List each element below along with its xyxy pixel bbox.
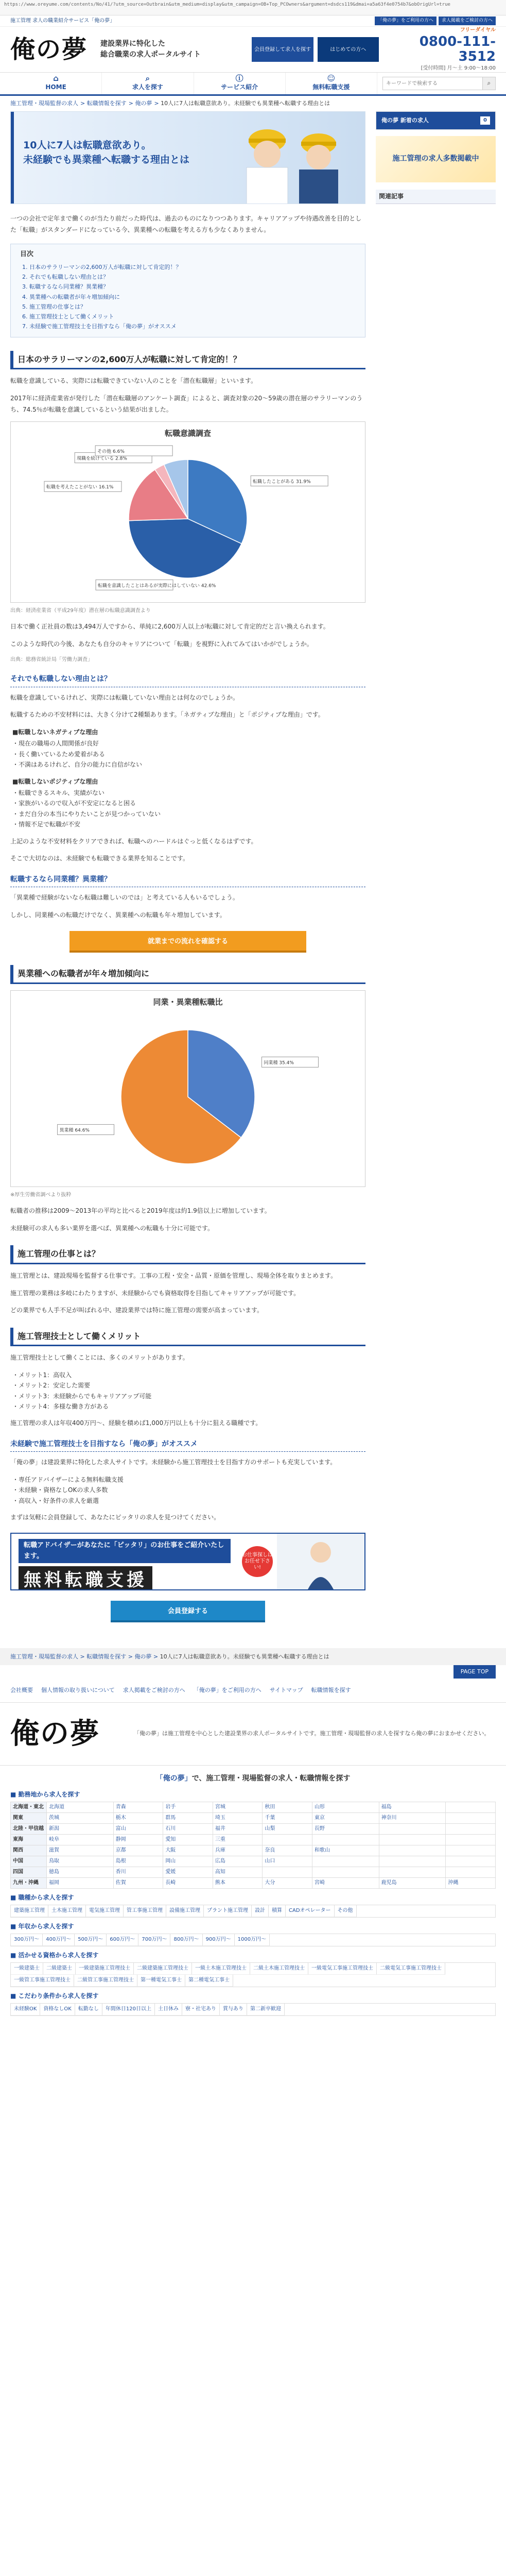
list-item: ・情報不足で転職が不安 bbox=[12, 821, 81, 828]
group-title-text: 活かせる資格から求人を探す bbox=[18, 1952, 99, 1959]
paragraph: しかし、同業種への転職だけでなく、異業種への転職も年々増加しています。 bbox=[10, 911, 226, 919]
qualification-link[interactable]: 第二種電気工事士 bbox=[185, 1975, 233, 1987]
list-title: ■転職しないポジティブな理由 bbox=[12, 777, 98, 785]
svg-text:その他 6.6%: その他 6.6% bbox=[97, 449, 125, 454]
tagline-line-1: 建設業界に特化した bbox=[100, 40, 166, 48]
job-link[interactable]: プラント施工管理 bbox=[204, 1905, 252, 1917]
support-icon: ☺ bbox=[327, 73, 336, 83]
footer-link[interactable]: 会社概要 bbox=[10, 1686, 33, 1693]
region-label: 北陸・甲信越 bbox=[11, 1823, 47, 1834]
prefecture-link[interactable]: 東京 bbox=[312, 1812, 379, 1823]
bottom-breadcrumb: 施工管理・現場監督の求人 > 転職情報を探す > 俺の夢 > 10人に7人は転職意欲あり。未経験でも異業種へ転職する理由とは bbox=[0, 1648, 506, 1666]
salary-link[interactable]: 900万円〜 bbox=[203, 1934, 235, 1946]
hero-title-line-1: 10人に7人は転職意欲あり。 bbox=[23, 140, 151, 151]
pie-chart-svg bbox=[14, 442, 362, 596]
negative-reasons-list bbox=[10, 727, 365, 770]
prefecture-link[interactable]: 長崎 bbox=[163, 1877, 213, 1888]
phone-number[interactable]: 0800-111-3512 bbox=[419, 34, 496, 64]
prefecture-link[interactable]: 大分 bbox=[263, 1877, 312, 1888]
top-link-user[interactable]: 「俺の夢」をご利用の方へ bbox=[375, 16, 437, 25]
paragraph: 転職するための不安材料には、大きく分けて2種類あります。「ネガティブな理由」と「ポジティブな理由」です。 bbox=[10, 711, 324, 719]
job-link[interactable]: CADオペレーター bbox=[286, 1905, 335, 1917]
new-jobs-label: 俺の夢 新着の求人 bbox=[381, 117, 429, 124]
info-icon: ⓘ bbox=[235, 73, 243, 83]
qualification-link[interactable]: 第一種電気工事士 bbox=[137, 1975, 185, 1987]
nav-support-label: 無料転職支援 bbox=[312, 83, 350, 91]
advisor-image bbox=[277, 1534, 364, 1589]
section-heading: 施工管理技士として働くメリット bbox=[10, 1328, 365, 1347]
page-top-button[interactable]: PAGE TOP bbox=[453, 1665, 496, 1679]
paragraph: どの業界でも人手不足が叫ばれる中、建設業界では特に施工管理の需要が高まっています。 bbox=[10, 1307, 264, 1314]
area-search bbox=[10, 1790, 496, 1889]
sub-heading: 未経験で施工管理技士を目指すなら「俺の夢」がオススメ bbox=[10, 1438, 365, 1452]
job-link[interactable]: 土木施工管理 bbox=[48, 1905, 86, 1917]
hero-title-line-2: 未経験でも異業種へ転職する理由とは bbox=[23, 154, 190, 165]
paragraph: このような時代の今後、あなたも自分のキャリアについて「転職」を視野に入れてみてはいかがでしょうか。 bbox=[10, 640, 313, 648]
phone-block bbox=[383, 26, 496, 72]
svg-text:同業種 35.4%: 同業種 35.4% bbox=[264, 1060, 294, 1066]
salary-link[interactable]: 300万円〜 bbox=[11, 1934, 43, 1946]
toc-item[interactable]: 2. それでも転職しない理由とは？ bbox=[29, 272, 356, 282]
prefecture-link[interactable]: 愛知 bbox=[163, 1834, 213, 1845]
svg-text:転職を考えたことがない 16.1%: 転職を考えたことがない 16.1% bbox=[46, 485, 114, 490]
qualification-link[interactable]: 一級電気工事施工管理技士 bbox=[308, 1963, 377, 1975]
job-link[interactable]: 設備施工管理 bbox=[166, 1905, 204, 1917]
nav-home-label: HOME bbox=[45, 83, 66, 91]
salary-link[interactable]: 800万円〜 bbox=[170, 1934, 202, 1946]
qualification-search bbox=[10, 1951, 496, 1987]
hero-title bbox=[23, 139, 189, 167]
register-cta-button[interactable]: 会員登録する bbox=[111, 1601, 265, 1622]
prefecture-link[interactable]: 青森 bbox=[113, 1802, 163, 1812]
prefecture-link[interactable]: 和歌山 bbox=[312, 1845, 379, 1856]
register-button[interactable]: 会員登録して求人を探す bbox=[252, 37, 313, 62]
svg-text:異業種 64.6%: 異業種 64.6% bbox=[59, 1128, 90, 1133]
prefecture-link[interactable]: 山形 bbox=[312, 1802, 379, 1812]
list-item: ・家族がいるので収入が不安定になると困る bbox=[12, 800, 136, 807]
prefecture-link[interactable]: 広島 bbox=[213, 1856, 263, 1867]
prefecture-link[interactable]: 埼玉 bbox=[213, 1812, 263, 1823]
paragraph: 転職を意識している、実際には転職できていない人のことを「潜在転職層」といいます。 bbox=[10, 377, 257, 385]
job-link[interactable]: 設計 bbox=[252, 1905, 269, 1917]
phone-hours: [受付時間] 月〜土 9:00〜18:00 bbox=[421, 65, 496, 71]
flow-cta-button[interactable]: 就業までの流れを確認する bbox=[69, 931, 306, 953]
section-heading: 施工管理の仕事とは？ bbox=[10, 1245, 365, 1264]
group-title: ■ 職種から求人を探す bbox=[10, 1893, 74, 1901]
region-label: 東海 bbox=[11, 1834, 47, 1845]
prefecture-link[interactable]: 三重 bbox=[213, 1834, 263, 1845]
job-link[interactable]: 管工事施工管理 bbox=[124, 1905, 166, 1917]
group-title: ■ 年収から求人を探す bbox=[10, 1922, 74, 1930]
footer-links bbox=[0, 1679, 506, 1703]
qualification-link[interactable]: 二級管工事施工管理技士 bbox=[74, 1975, 137, 1987]
pie-label bbox=[95, 446, 172, 456]
job-link[interactable]: 電気施工管理 bbox=[86, 1905, 124, 1917]
prefecture-link[interactable]: 宮崎 bbox=[312, 1877, 379, 1888]
paragraph: そこで大切なのは、未経験でも転職できる業界を知ることです。 bbox=[10, 855, 189, 862]
qualification-link[interactable]: 二級建築施工管理技士 bbox=[134, 1963, 192, 1975]
empty-cell bbox=[446, 1856, 496, 1867]
breadcrumb-current: 10人に7人は転職意欲あり。未経験でも異業種へ転職する理由とは bbox=[160, 1653, 329, 1660]
salary-link[interactable]: 1000万円〜 bbox=[235, 1934, 270, 1946]
section-heading: 日本のサラリーマンの2,600万人が転職に対して肯定的！？ bbox=[10, 351, 365, 370]
salary-chips bbox=[10, 1934, 496, 1946]
list-item: ・不満はあるけれど、自分の能力に自信がない bbox=[12, 761, 143, 769]
chart-title: 転職意識調査 bbox=[164, 429, 211, 438]
svg-text:現職を続けている 2.8%: 現職を続けている 2.8% bbox=[77, 456, 127, 462]
breadcrumb-item[interactable]: 転職情報を探す bbox=[86, 1653, 127, 1660]
prefecture-link[interactable]: 福岡 bbox=[47, 1877, 114, 1888]
breadcrumb: 施工管理・現場監督の求人 > 転職情報を探す > 俺の夢 > 10人に7人は転職意欲あり。未経験でも異業種へ転職する理由とは bbox=[10, 100, 330, 107]
empty-cell bbox=[446, 1834, 496, 1845]
prefecture-link[interactable]: 熊本 bbox=[213, 1877, 263, 1888]
paragraph: 転職者の推移は2009〜2013年の平均と比べると2019年度は約1.9倍以上に増加しています。 bbox=[10, 1207, 271, 1215]
empty-cell bbox=[263, 1834, 312, 1845]
empty-cell bbox=[263, 1867, 312, 1877]
toc-item[interactable]: 7. 未経験で施工管理技士を目指すなら「俺の夢」がオススメ bbox=[29, 321, 356, 331]
new-jobs-box[interactable] bbox=[376, 111, 496, 130]
qualification-link[interactable]: 二級土木施工管理技士 bbox=[250, 1963, 308, 1975]
search-icon: ⌕ bbox=[145, 73, 150, 83]
prefecture-link[interactable]: 愛媛 bbox=[163, 1867, 213, 1877]
site-logo[interactable]: 俺の夢 bbox=[10, 35, 88, 64]
paragraph: 転職を意識しているけれど、実際には転職していない理由とは何なのでしょうか。 bbox=[10, 693, 239, 701]
empty-cell bbox=[312, 1867, 379, 1877]
qualification-link[interactable]: 一級土木施工管理技士 bbox=[192, 1963, 250, 1975]
nav-find-jobs-label: 求人を探す bbox=[132, 83, 163, 91]
region-label: 九州・沖縄 bbox=[11, 1877, 47, 1888]
list-item: ・まだ自分の本当にやりたいことが見つかっていない bbox=[12, 810, 161, 818]
prefecture-link[interactable]: 岐阜 bbox=[47, 1834, 114, 1845]
prefecture-link[interactable]: 岩手 bbox=[163, 1802, 213, 1812]
prefecture-link[interactable]: 京都 bbox=[113, 1845, 163, 1856]
prefecture-link[interactable]: 千葉 bbox=[263, 1812, 312, 1823]
paragraph: 「俺の夢」は建設業界に特化した求人サイトです。未経験から施工管理技士を目指す方のサポートも充実しています。 bbox=[10, 1459, 337, 1466]
empty-cell bbox=[379, 1867, 446, 1877]
related-articles-heading: 関連記事 bbox=[376, 190, 496, 204]
qualification-link[interactable]: 二級建築士 bbox=[43, 1963, 76, 1975]
footer-description: 「俺の夢」は施工管理を中心とした建設業界の求人ポータルサイトです。施工管理・現場監督の求人を探すなら俺の夢におまかせください。 bbox=[134, 1730, 490, 1737]
prefecture-link[interactable]: 富山 bbox=[113, 1823, 163, 1834]
prefecture-link[interactable]: 高知 bbox=[213, 1867, 263, 1877]
footer-logo[interactable]: 俺の夢 bbox=[10, 1716, 100, 1751]
prefecture-link[interactable]: 群馬 bbox=[163, 1812, 213, 1823]
toc-item[interactable]: 1. 日本のサラリーマンの2,600万人が転職に対して肯定的！？ bbox=[29, 262, 356, 272]
header-search bbox=[377, 73, 496, 94]
empty-cell bbox=[312, 1834, 379, 1845]
footer-search-brand: 「俺の夢」 bbox=[155, 1774, 192, 1783]
qualification-link[interactable]: 一級管工事施工管理技士 bbox=[11, 1975, 74, 1987]
prefecture-link[interactable]: 栃木 bbox=[113, 1812, 163, 1823]
empty-cell bbox=[446, 1867, 496, 1877]
source-note: 出典：総務省統計局「労働力調査」 bbox=[10, 657, 93, 663]
sidebar bbox=[376, 111, 496, 1635]
new-jobs-count: 0 bbox=[480, 116, 490, 125]
prefecture-link[interactable]: 山口 bbox=[263, 1856, 312, 1867]
paragraph: 施工管理の求人は年収400万円〜、経験を積めば1,000万円以上も十分に狙える職種です。 bbox=[10, 1419, 262, 1427]
group-title-text: 勤務地から求人を探す bbox=[18, 1790, 80, 1798]
toc-item[interactable]: 6. 施工管理技士として働くメリット bbox=[29, 312, 356, 321]
empty-cell bbox=[446, 1812, 496, 1823]
home-icon: ⌂ bbox=[53, 73, 59, 83]
url-bar[interactable]: https://www.oreyume.com/contents/No/41/?utm_source=Outbrain&utm_medium=display&utm_campaign=OB+Top_PCOwners&argument=dsdcs119&dmai=a5a63f4e0754b7&obOrigUrl=true bbox=[0, 0, 506, 15]
breadcrumb-item[interactable]: 施工管理・現場監督の求人 bbox=[10, 1653, 78, 1660]
prefecture-link[interactable]: 北海道 bbox=[47, 1802, 114, 1812]
prefecture-link[interactable]: 徳島 bbox=[47, 1867, 114, 1877]
prefecture-link[interactable]: 佐賀 bbox=[113, 1877, 163, 1888]
job-link[interactable]: 建築施工管理 bbox=[11, 1905, 48, 1917]
empty-cell bbox=[379, 1834, 446, 1845]
qualification-chips bbox=[10, 1962, 496, 1987]
prefecture-table bbox=[10, 1802, 496, 1889]
first-time-button[interactable]: はじめての方へ bbox=[318, 37, 379, 62]
toc-item[interactable]: 4. 異業種への転職者が年々増加傾向に bbox=[29, 292, 356, 302]
condition-link[interactable]: 土日休み bbox=[155, 2004, 182, 2015]
region-label: 関東 bbox=[11, 1812, 47, 1823]
hero-worker-illustration bbox=[231, 120, 350, 204]
paragraph: 施工管理の業務は多岐にわたりますが、未経験からでも資格取得を目指してキャリアアップが可能です。 bbox=[10, 1289, 300, 1297]
paragraph: まずは気軽に会員登録して、あなたにピッタリの求人を見つけてください。 bbox=[10, 1514, 220, 1521]
support-promo-banner[interactable] bbox=[10, 1533, 365, 1590]
salary-link[interactable]: 400万円〜 bbox=[43, 1934, 75, 1946]
job-link[interactable]: その他 bbox=[335, 1905, 357, 1917]
promo-badge: お仕事探しはお任せ下さい! bbox=[242, 1546, 273, 1577]
list-item: ・現在の職場の人間関係が良好 bbox=[12, 740, 99, 748]
pie-chart-survey bbox=[10, 421, 365, 603]
svg-text:転職したことがある 31.9%: 転職したことがある 31.9% bbox=[253, 479, 311, 485]
breadcrumb-current: 10人に7人は転職意欲あり。未経験でも異業種へ転職する理由とは bbox=[161, 100, 330, 107]
empty-cell bbox=[379, 1823, 446, 1834]
positive-reasons-list bbox=[10, 776, 365, 830]
top-notice-text: 施工管理 求人の職業紹介サービス「俺の夢」 bbox=[10, 18, 115, 24]
paragraph: 2017年に経済産業省が発行した「潜在転職層のアンケート調査」によると、調査対象の20〜59歳の潜在層のサラリーマンのうち、74.5％が転職を意識しているという結果が出ました。 bbox=[10, 394, 363, 413]
list-item: ・メリット3：未経験からでもキャリアアップ可能 bbox=[12, 1392, 152, 1400]
breadcrumb-item[interactable]: 転職情報を探す bbox=[86, 100, 127, 107]
list-item: ・メリット4：多様な働き方がある bbox=[12, 1403, 109, 1411]
tagline-line-2: 総合職業の求人ポータルサイト bbox=[100, 50, 201, 59]
prefecture-link[interactable]: 福島 bbox=[379, 1802, 446, 1812]
condition-link[interactable]: 第二新卒歓迎 bbox=[247, 2004, 285, 2015]
promo-headline: 転職アドバイザーがあなたに「ピッタリ」のお仕事をご紹介いたします。 bbox=[19, 1539, 231, 1564]
search-submit-icon[interactable]: ⌕ bbox=[483, 77, 496, 90]
footer-link[interactable]: 転職情報を探す bbox=[311, 1686, 351, 1693]
salary-link[interactable]: 700万円〜 bbox=[138, 1934, 170, 1946]
region-label: 関西 bbox=[11, 1845, 47, 1856]
pie-chart-industry bbox=[10, 990, 365, 1187]
group-title: ■ 活かせる資格から求人を探す bbox=[10, 1952, 99, 1959]
condition-link[interactable]: 未経験OK bbox=[11, 2004, 40, 2015]
prefecture-link[interactable]: 石川 bbox=[163, 1823, 213, 1834]
toc-item[interactable]: 5. 施工管理の仕事とは？ bbox=[29, 302, 356, 312]
pie-label bbox=[58, 1124, 114, 1134]
paragraph: 未経験可の求人も多い業界を選べば、異業種への転職も十分に可能です。 bbox=[10, 1224, 214, 1232]
toc-title: 目次 bbox=[20, 250, 34, 259]
condition-link[interactable]: 年間休日120日以上 bbox=[102, 2004, 155, 2015]
nav-find-jobs[interactable] bbox=[102, 73, 194, 94]
group-title: ■ こだわり条件から求人を探す bbox=[10, 1992, 99, 2000]
list-item: ・長く働いているため愛着がある bbox=[12, 750, 106, 758]
salary-search bbox=[10, 1922, 496, 1946]
empty-cell bbox=[446, 1823, 496, 1834]
sub-heading: 転職するなら同業種？異業種？ bbox=[10, 874, 365, 887]
prefecture-link[interactable]: 茨城 bbox=[47, 1812, 114, 1823]
prefecture-link[interactable]: 奈良 bbox=[263, 1845, 312, 1856]
breadcrumb-item[interactable]: 施工管理・現場監督の求人 bbox=[10, 100, 78, 107]
condition-chips bbox=[10, 2003, 496, 2016]
breadcrumb-item[interactable]: 俺の夢 bbox=[134, 1653, 152, 1660]
footer-search-title-text: で、施工管理・現場監督の求人・転職情報を探す bbox=[191, 1774, 351, 1783]
empty-cell bbox=[379, 1845, 446, 1856]
empty-cell bbox=[312, 1856, 379, 1867]
qualification-link[interactable]: 二級電気工事施工管理技士 bbox=[377, 1963, 445, 1975]
prefecture-link[interactable]: 兵庫 bbox=[213, 1845, 263, 1856]
prefecture-link[interactable]: 香川 bbox=[113, 1867, 163, 1877]
article-lead: 一つの会社で定年まで働くのが当たり前だった時代は、過去のものになりつつあります。キャリアアップや待遇改善を目的とした「転職」がスタンダードになっている今、異業種への転職を考える方も少なくありません。 bbox=[10, 215, 362, 233]
empty-cell bbox=[446, 1802, 496, 1812]
prefecture-link[interactable]: 大阪 bbox=[163, 1845, 213, 1856]
promo-title: 無料転職支援 bbox=[19, 1566, 152, 1590]
prefecture-link[interactable]: 福井 bbox=[213, 1823, 263, 1834]
job-search bbox=[10, 1893, 496, 1918]
table-of-contents bbox=[10, 244, 365, 337]
region-label: 北海道・東北 bbox=[11, 1802, 47, 1812]
job-chips bbox=[10, 1905, 496, 1918]
prefecture-link[interactable]: 山梨 bbox=[263, 1823, 312, 1834]
paragraph: 施工管理技士として働くことには、多くのメリットがあります。 bbox=[10, 1354, 189, 1362]
qualification-link[interactable]: 一級建築施工管理技士 bbox=[76, 1963, 134, 1975]
svg-text:転職を意識したことはあるが実際にはしていない 42.6%: 転職を意識したことはあるが実際にはしていない 42.6% bbox=[98, 583, 216, 589]
empty-cell bbox=[446, 1845, 496, 1856]
nav-service-label: サービス紹介 bbox=[221, 83, 258, 91]
nav-support[interactable] bbox=[286, 73, 377, 94]
prefecture-link[interactable]: 秋田 bbox=[263, 1802, 312, 1812]
condition-link[interactable]: 資格なしOK bbox=[40, 2004, 75, 2015]
prefecture-link[interactable]: 岡山 bbox=[163, 1856, 213, 1867]
empty-cell bbox=[379, 1856, 446, 1867]
top-link-employer[interactable]: 求人掲載をご検討の方へ bbox=[439, 16, 496, 25]
prefecture-link[interactable]: 滋賀 bbox=[47, 1845, 114, 1856]
qualification-link[interactable]: 一級建築士 bbox=[11, 1963, 43, 1975]
list-item: ・メリット1：高収入 bbox=[12, 1371, 72, 1379]
pie-chart-svg bbox=[14, 1010, 362, 1180]
prefecture-link[interactable]: 沖縄 bbox=[446, 1877, 496, 1888]
condition-link[interactable]: 賞与あり bbox=[220, 2004, 247, 2015]
group-title-text: こだわり条件から求人を探す bbox=[18, 1992, 99, 2000]
footer-brand bbox=[0, 1703, 506, 1766]
prefecture-link[interactable]: 鹿児島 bbox=[379, 1877, 446, 1888]
site-tagline bbox=[100, 39, 243, 60]
pie-label bbox=[261, 1057, 318, 1067]
merit-list bbox=[10, 1370, 365, 1412]
footer-link[interactable]: 「俺の夢」をご利用の方へ bbox=[193, 1686, 261, 1693]
list-item: ・高収入・好条件の求人を厳選 bbox=[12, 1497, 99, 1504]
sub-heading: それでも転職しない理由とは？ bbox=[10, 673, 365, 687]
paragraph: 施工管理とは、建設現場を監督する仕事です。工事の工程・安全・品質・原価を管理し、現場全体を取りまとめます。 bbox=[10, 1272, 337, 1279]
list-item: ・専任アドバイザーによる無料転職支援 bbox=[12, 1476, 124, 1484]
paragraph: 「異業種で経験がないなら転職は難しいのでは」と考えている人もいるでしょう。 bbox=[10, 894, 239, 902]
toc-item[interactable]: 3. 転職するなら同業種？異業種？ bbox=[29, 282, 356, 292]
main-nav bbox=[0, 72, 506, 96]
salary-link[interactable]: 500万円〜 bbox=[75, 1934, 107, 1946]
chart-title: 同業・異業種転職比 bbox=[153, 997, 223, 1007]
pie-label bbox=[251, 476, 328, 486]
footer-search-title bbox=[10, 1773, 496, 1784]
footer-link[interactable]: 個人情報の取り扱いについて bbox=[41, 1686, 115, 1693]
job-link[interactable]: 積算 bbox=[269, 1905, 286, 1917]
feature-list bbox=[10, 1475, 365, 1506]
section-heading: 異業種への転職者が年々増加傾向に bbox=[10, 965, 365, 984]
prefecture-link[interactable]: 静岡 bbox=[113, 1834, 163, 1845]
condition-search bbox=[10, 1991, 496, 2016]
breadcrumb-item[interactable]: 俺の夢 bbox=[135, 100, 152, 107]
article bbox=[10, 111, 365, 1635]
paragraph: 日本で働く正社員の数は3,494万人ですから、単純に2,600万人以上が転職に対して肯定的だと言い換えられます。 bbox=[10, 623, 329, 631]
prefecture-link[interactable]: 新潟 bbox=[47, 1823, 114, 1834]
list-item: ・未経験・資格なしOKの求人多数 bbox=[12, 1486, 108, 1494]
group-title-text: 職種から求人を探す bbox=[18, 1893, 74, 1901]
footer-link[interactable]: 求人掲載をご検討の方へ bbox=[123, 1686, 185, 1693]
phone-label: フリーダイヤル bbox=[460, 27, 496, 33]
prefecture-link[interactable]: 鳥取 bbox=[47, 1856, 114, 1867]
prefecture-link[interactable]: 長野 bbox=[312, 1823, 379, 1834]
source-note: ※厚生労働省調べより抜粋 bbox=[10, 1192, 72, 1198]
prefecture-link[interactable]: 神奈川 bbox=[379, 1812, 446, 1823]
footer-search bbox=[0, 1766, 506, 2027]
source-note: 出典：経済産業省（平成29年度）潜在層の転職意識調査より bbox=[10, 608, 151, 614]
pie-label bbox=[96, 580, 216, 590]
footer-link[interactable]: サイトマップ bbox=[269, 1686, 303, 1693]
nav-home[interactable] bbox=[10, 73, 102, 94]
prefecture-link[interactable]: 宮城 bbox=[213, 1802, 263, 1812]
sidebar-banner[interactable]: 施工管理の求人多数掲載中 bbox=[376, 136, 496, 182]
list-title: ■転職しないネガティブな理由 bbox=[12, 728, 98, 736]
region-label: 四国 bbox=[11, 1867, 47, 1877]
top-notice bbox=[0, 15, 506, 27]
list-item: ・メリット2：安定した需要 bbox=[12, 1382, 91, 1389]
condition-link[interactable]: 転勤なし bbox=[75, 2004, 102, 2015]
condition-link[interactable]: 寮・社宅あり bbox=[182, 2004, 220, 2015]
list-item: ・転職できるスキル、実績がない bbox=[12, 789, 104, 797]
group-title-text: 年収から求人を探す bbox=[18, 1922, 74, 1930]
nav-service[interactable] bbox=[194, 73, 286, 94]
salary-link[interactable]: 600万円〜 bbox=[107, 1934, 138, 1946]
hero-banner bbox=[10, 111, 365, 204]
paragraph: 上記のような不安材料をクリアできれば、転職へのハードルはぐっと低くなるはずです。 bbox=[10, 837, 257, 845]
prefecture-link[interactable]: 島根 bbox=[113, 1856, 163, 1867]
search-input[interactable] bbox=[382, 77, 483, 90]
group-title: ■ 勤務地から求人を探す bbox=[10, 1790, 80, 1798]
pie-label bbox=[44, 481, 121, 492]
region-label: 中国 bbox=[11, 1856, 47, 1867]
site-header bbox=[0, 27, 506, 72]
